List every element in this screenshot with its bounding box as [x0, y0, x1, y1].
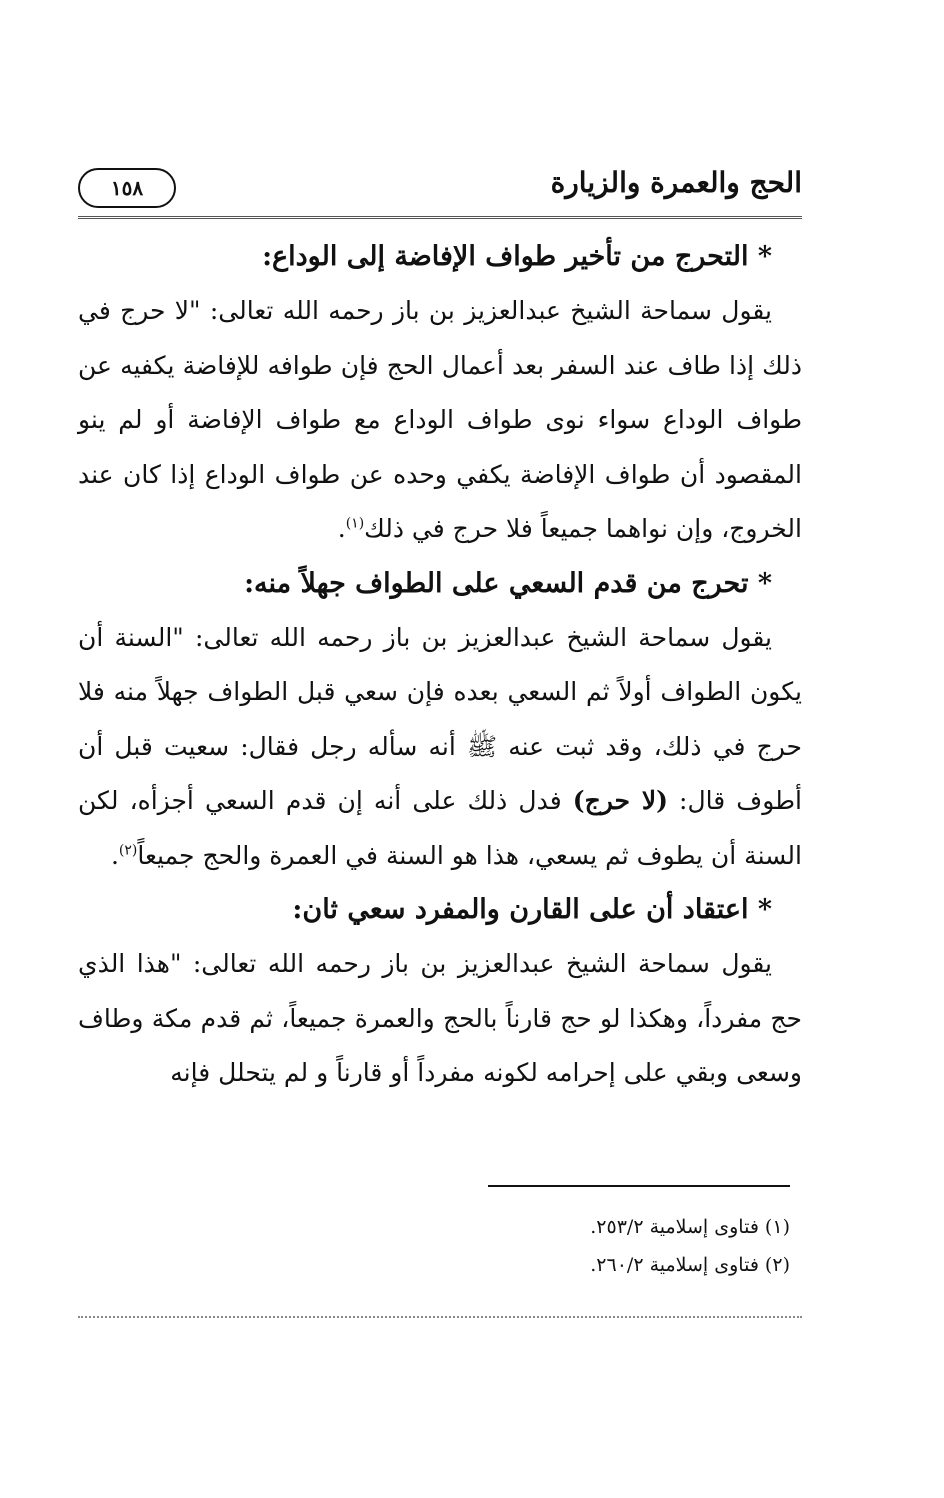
footer-divider: [78, 1316, 802, 1318]
footnote-item: (١) فتاوى إسلامية ٢٥٣/٢.: [590, 1216, 790, 1238]
paragraph-tail: .: [110, 840, 119, 870]
section-heading: * اعتقاد أن على القارن والمفرد سعي ثان:: [292, 894, 772, 925]
paragraph-bold-quote: (لا حرج): [572, 786, 668, 815]
section-paragraph: [78, 937, 802, 1101]
paragraph-text: يقول سماحة الشيخ عبدالعزيز بن باز رحمه الله تعالى: "هذا الذي حج مفرداً، وهكذا لو حج قارناً بالحج والعمرة جميعاً، ثم قدم مكة وطاف وسعى وبقي على إحرامه لكونه مفرداً أو قارناً و لم يتحلل فإنه: [78, 949, 802, 1087]
running-title: الحج والعمرة والزيارة: [550, 166, 802, 199]
paragraph-text: فدل ذلك على أنه إن قدم السعي أجزأه، لكن السنة أن يطوف ثم يسعي، هذا هو السنة في العمرة والحج جميعاً: [78, 786, 802, 870]
footnotes: [78, 1208, 790, 1284]
section-paragraph: [78, 284, 802, 557]
page-header: [78, 160, 802, 220]
paragraph-tail: .: [337, 514, 346, 543]
paragraph-text: يقول سماحة الشيخ عبدالعزيز بن باز رحمه الله تعالى: "السنة أن يكون الطواف أولاً ثم السعي بعده فإن سعي قبل الطواف جهلاً منه فلا حرج في ذلك، وقد ثبت عنه ﷺ أنه سأله رجل فقال: سعيت قبل أن أطوف قال:: [78, 622, 802, 815]
footnote-item: (٢) فتاوى إسلامية ٢٦٠/٢.: [590, 1254, 790, 1276]
footnote-ref: (٢): [118, 842, 138, 859]
footnote-divider: [488, 1185, 790, 1187]
section-heading: * التحرج من تأخير طواف الإفاضة إلى الوداع:: [262, 241, 772, 272]
section-paragraph: [78, 611, 802, 884]
footnote-ref: (١): [345, 515, 365, 532]
header-divider: [78, 216, 802, 219]
section-heading: * تحرج من قدم السعي على الطواف جهلاً منه:: [244, 567, 772, 599]
paragraph-text: يقول سماحة الشيخ عبدالعزيز بن باز رحمه الله تعالى: "لا حرج في ذلك إذا طاف عند السفر بعد أعمال الحج فإن طوافه للإفاضة يكفيه عن طواف الوداع سواء نوى طواف الوداع مع طواف الإفاضة أو لم ينو المقصود أن طواف الإفاضة يكفي وحده عن طواف الوداع إذا كان عند الخروج، وإن نواهما جميعاً فلا حرج في ذلك: [78, 296, 802, 543]
page-number-badge: ١٥٨: [78, 168, 176, 208]
page-body: [78, 230, 802, 1101]
